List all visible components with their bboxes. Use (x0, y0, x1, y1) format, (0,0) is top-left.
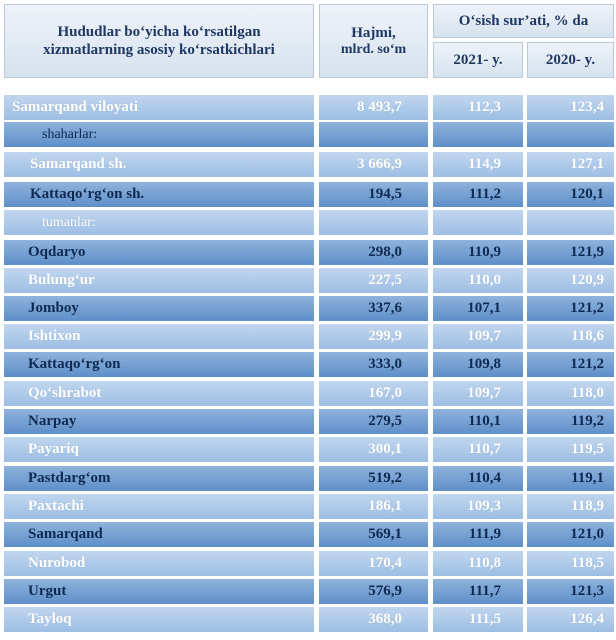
growth-2021-value: 109,7 (433, 381, 523, 407)
growth-2020-value (527, 122, 614, 148)
table-row (0, 152, 616, 178)
growth-2021-value: 114,9 (433, 152, 523, 178)
growth-2021-value: 110,7 (433, 437, 523, 463)
header-indicator-line1: Hududlar bo‘yicha ko‘rsatilgan (57, 24, 261, 40)
volume-value: 8 493,7 (319, 95, 428, 121)
growth-2020-value: 118,6 (527, 324, 614, 350)
header-growth (433, 4, 614, 38)
growth-2020-value: 120,1 (527, 182, 614, 208)
growth-2020-value: 120,9 (527, 268, 614, 294)
table-row (0, 551, 616, 577)
table-row (0, 95, 616, 121)
table-row (0, 409, 616, 435)
region-name: Samarqand viloyati (4, 95, 314, 121)
volume-value: 333,0 (319, 352, 428, 378)
table-row (0, 494, 616, 520)
table-row (0, 182, 616, 208)
header-year-2020-label: 2020- y. (545, 52, 596, 68)
header-indicator (4, 4, 314, 78)
volume-value: 576,9 (319, 579, 428, 605)
volume-value: 186,1 (319, 494, 428, 520)
region-name: Urgut (4, 579, 314, 605)
growth-2021-value: 110,4 (433, 466, 523, 492)
table-row (0, 296, 616, 322)
growth-2021-value: 107,1 (433, 296, 523, 322)
header-year-2020 (527, 42, 614, 78)
header-year-2021 (433, 42, 523, 78)
growth-2021-value (433, 210, 523, 236)
region-name: Kattaqo‘rg‘on (4, 352, 314, 378)
header-growth-title: O‘sish sur’ati, % da (458, 13, 589, 29)
volume-value: 337,6 (319, 296, 428, 322)
table-row (0, 122, 616, 148)
growth-2020-value: 121,3 (527, 579, 614, 605)
growth-2021-value: 111,9 (433, 522, 523, 548)
volume-value: 167,0 (319, 381, 428, 407)
header-volume-line1: Hajmi, (351, 24, 396, 41)
volume-value (319, 122, 428, 148)
growth-2020-value: 118,0 (527, 381, 614, 407)
volume-value: 569,1 (319, 522, 428, 548)
growth-2021-value: 109,3 (433, 494, 523, 520)
region-name: Bulung‘ur (4, 268, 314, 294)
growth-2021-value: 111,7 (433, 579, 523, 605)
growth-2021-value: 110,0 (433, 268, 523, 294)
growth-2021-value: 109,8 (433, 352, 523, 378)
growth-2020-value: 119,1 (527, 466, 614, 492)
region-name: Qo‘shrabot (4, 381, 314, 407)
volume-value: 300,1 (319, 437, 428, 463)
volume-value: 368,0 (319, 607, 428, 633)
growth-2021-value: 110,8 (433, 551, 523, 577)
volume-value: 299,9 (319, 324, 428, 350)
region-name: Tayloq (4, 607, 314, 633)
growth-2021-value: 111,5 (433, 607, 523, 633)
growth-2020-value: 121,2 (527, 352, 614, 378)
table-row (0, 240, 616, 266)
table-row (0, 522, 616, 548)
table-row (0, 352, 616, 378)
region-name: Payariq (4, 437, 314, 463)
table-row (0, 607, 616, 633)
header-volume-line2: mlrd. so‘m (340, 41, 407, 57)
table-row (0, 268, 616, 294)
growth-2020-value: 118,9 (527, 494, 614, 520)
volume-value: 279,5 (319, 409, 428, 435)
region-name: Samarqand (4, 522, 314, 548)
volume-value: 194,5 (319, 182, 428, 208)
growth-2021-value (433, 122, 523, 148)
growth-2020-value: 118,5 (527, 551, 614, 577)
volume-value (319, 210, 428, 236)
volume-value: 227,5 (319, 268, 428, 294)
region-name: Pastdarg‘om (4, 466, 314, 492)
table-row (0, 210, 616, 236)
region-name: Jomboy (4, 296, 314, 322)
table-row (0, 324, 616, 350)
growth-2020-value: 121,9 (527, 240, 614, 266)
region-name: Ishtixon (4, 324, 314, 350)
volume-value: 3 666,9 (319, 152, 428, 178)
table-row (0, 579, 616, 605)
region-name: Narpay (4, 409, 314, 435)
volume-value: 519,2 (319, 466, 428, 492)
growth-2021-value: 111,2 (433, 182, 523, 208)
header-year-2021-label: 2021- y. (453, 52, 503, 68)
growth-2020-value: 121,2 (527, 296, 614, 322)
growth-2021-value: 112,3 (433, 95, 523, 121)
region-name: Kattaqo‘rg‘on sh. (4, 182, 314, 208)
region-name: Samarqand sh. (4, 152, 314, 178)
header-indicator-line2: xizmatlarning asosiy ko‘rsatkichlari (43, 42, 275, 58)
growth-2020-value: 119,5 (527, 437, 614, 463)
growth-2021-value: 109,7 (433, 324, 523, 350)
growth-2020-value: 119,2 (527, 409, 614, 435)
header-volume (319, 4, 428, 78)
growth-2021-value: 110,1 (433, 409, 523, 435)
volume-value: 298,0 (319, 240, 428, 266)
table-row (0, 381, 616, 407)
table-row (0, 466, 616, 492)
growth-2020-value: 121,0 (527, 522, 614, 548)
region-name: Nurobod (4, 551, 314, 577)
growth-2021-value: 110,9 (433, 240, 523, 266)
growth-2020-value (527, 210, 614, 236)
region-name: Paxtachi (4, 494, 314, 520)
region-name: shaharlar: (4, 122, 314, 148)
table-row (0, 437, 616, 463)
growth-2020-value: 126,4 (527, 607, 614, 633)
region-name: tumanlar: (4, 210, 314, 236)
growth-2020-value: 127,1 (527, 152, 614, 178)
region-name: Oqdaryo (4, 240, 314, 266)
growth-2020-value: 123,4 (527, 95, 614, 121)
volume-value: 170,4 (319, 551, 428, 577)
